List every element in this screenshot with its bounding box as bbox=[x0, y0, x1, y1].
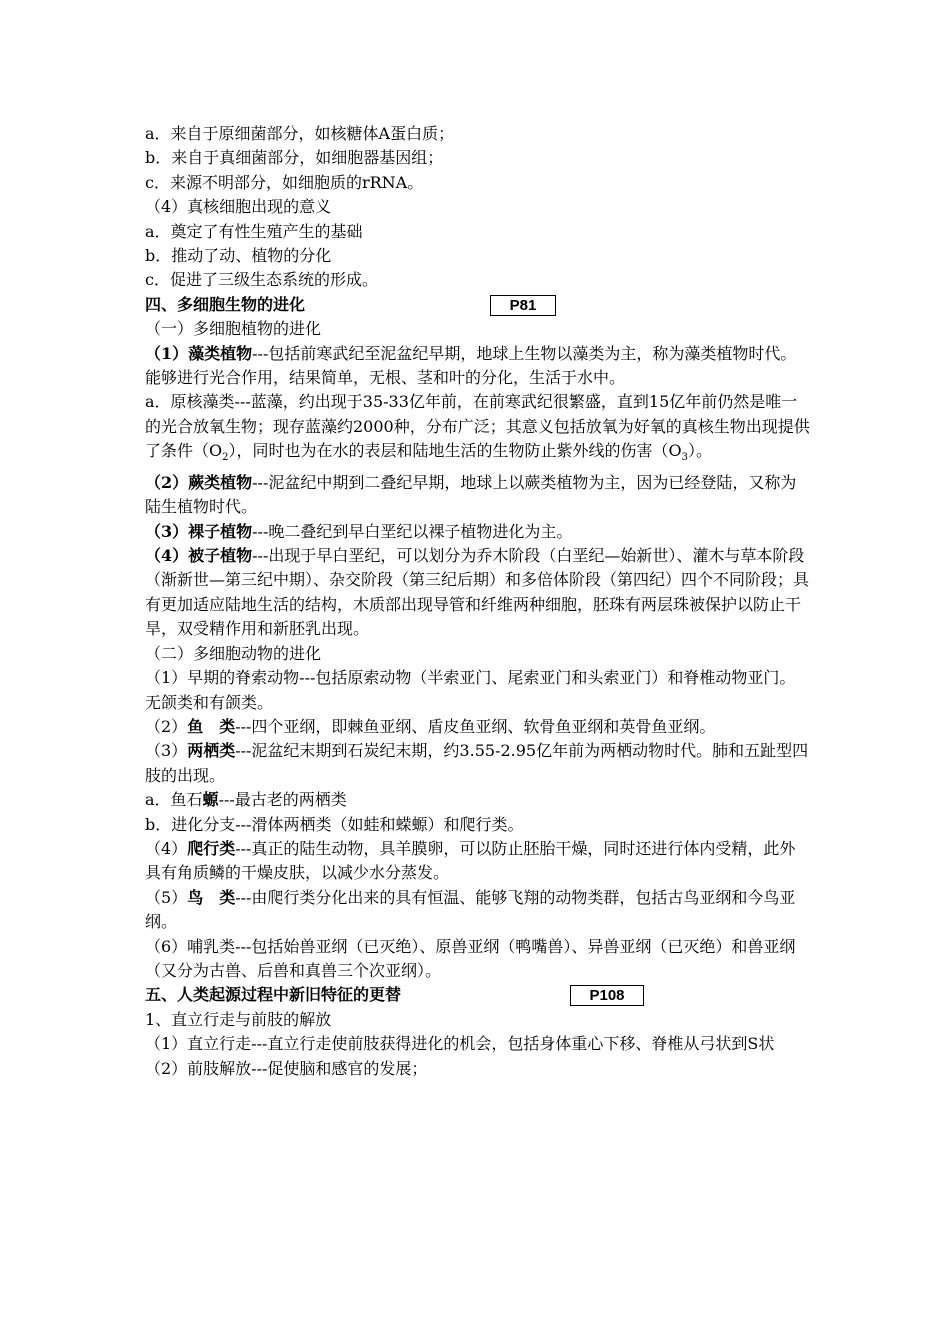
text-line: a．奠定了有性生殖产生的基础 bbox=[145, 221, 363, 241]
paragraph-prokaryote-algae bbox=[145, 390, 810, 470]
term-label: 鱼 类 bbox=[187, 716, 236, 736]
paragraph-text: ---泥盆纪末期到石炭纪末期，约3.55-2.95亿年前为两栖动物时代。肺和五趾型四肢的出现。 bbox=[145, 741, 809, 785]
paragraph-algae bbox=[145, 342, 810, 391]
subsection-heading: 1、直立行走与前肢的解放 bbox=[145, 1009, 332, 1029]
paragraph-gymnosperm bbox=[145, 520, 810, 544]
paragraph-mammal: （6）哺乳类---包括始兽亚纲（已灭绝）、原兽亚纲（鸭嘴兽）、异兽亚纲（已灭绝）和兽亚纲（又分为古兽、后兽和真兽三个次亚纲）。 bbox=[145, 936, 796, 980]
section-title-text: 五、人类起源过程中新旧特征的更替 bbox=[145, 985, 402, 1005]
text-line: c．来源不明部分，如细胞质的rRNA。 bbox=[145, 172, 424, 192]
paragraph-angiosperm bbox=[145, 544, 810, 642]
paragraph-amphibian bbox=[145, 739, 810, 788]
term-label: （2）蕨类植物 bbox=[145, 472, 253, 492]
paragraph-chordate: （1）早期的脊索动物---包括原索动物（半索亚门、尾索亚门和头索亚门）和脊椎动物亚门。无颌类和有颌类。 bbox=[145, 668, 796, 712]
text-line: c．促进了三级生态系统的形成。 bbox=[145, 270, 378, 290]
paragraph-text: ---真正的陆生动物，具羊膜卵，可以防止胚胎干燥，同时还进行体内受精，此外具有角质鳞的干燥皮肤，以减少水分蒸发。 bbox=[145, 838, 796, 883]
term-label: （4）被子植物 bbox=[145, 546, 253, 566]
paragraph-text: ）。 bbox=[688, 441, 713, 461]
paragraph-text: ---出现于早白垩纪，可以划分为乔木阶段（白垩纪—始新世）、灌木与草本阶段（渐新世—第三纪中期）、杂交阶段（第三纪后期）和多倍体阶段（第四纪）四个不同阶段；具有更加适应陆地生活的结构，木质部出现导管和纤维两种细胞，胚珠有两层珠被保护以防止干旱，双受精作用和新胚乳出现。 bbox=[145, 546, 810, 639]
item-number: （4） bbox=[145, 838, 188, 858]
paragraph-amphibian-a bbox=[145, 788, 810, 812]
section-title-4 bbox=[145, 293, 810, 317]
paragraph-bird bbox=[145, 886, 810, 935]
term-label: 螈 bbox=[202, 790, 219, 810]
paragraph-fish bbox=[145, 715, 810, 739]
subscript: 3 bbox=[681, 452, 688, 464]
term-label: （1）藻类植物 bbox=[145, 343, 253, 363]
text-line: b．来自于真细菌部分，如细胞器基因组； bbox=[145, 148, 444, 168]
term-label: 鸟 类 bbox=[187, 887, 236, 907]
text-line: a．来自于原细菌部分，如核糖体A蛋白质； bbox=[145, 124, 455, 143]
paragraph-text: a．原核藻类---蓝藻，约出现于35-33亿年前，在前寒武纪很繁盛，直到15亿年前仍然是唯一的光合放氧生物；现存蓝藻约2000种，分布广泛；其意义包括放氧为好氧的真核生物出现提供了条件（O bbox=[145, 392, 810, 461]
paragraph-text: ---包括前寒武纪至泥盆纪早期，地球上生物以藻类为主，称为藻类植物时代。能够进行光合作用，结果简单，无根、茎和叶的分化，生活于水中。 bbox=[145, 343, 797, 388]
paragraph-text: ），同时也为在水的表层和陆地生活的生物防止紫外线的伤害（O bbox=[228, 441, 682, 461]
paragraph-text: a．鱼石 bbox=[145, 790, 203, 810]
paragraph-forelimb: （2）前肢解放---促使脑和感官的发展； bbox=[145, 1058, 428, 1078]
subsection-heading: （二）多细胞动物的进化 bbox=[145, 643, 322, 663]
term-label: 两栖类 bbox=[187, 741, 236, 761]
item-number: （2） bbox=[145, 716, 188, 736]
subsection-heading: （4）真核细胞出现的意义 bbox=[145, 197, 332, 217]
item-number: （5） bbox=[145, 887, 188, 907]
section-title-text: 四、多细胞生物的进化 bbox=[145, 294, 306, 314]
paragraph-upright: （1）直立行走---直立行走使前肢获得进化的机会，包括身体重心下移、脊椎从弓状到S状 bbox=[145, 1034, 775, 1054]
page-reference-box: P108 bbox=[570, 985, 644, 1006]
subscript: 2 bbox=[222, 452, 229, 464]
paragraph-amphibian-b: b．进化分支---滑体两栖类（如蛙和蝾螈）和爬行类。 bbox=[145, 814, 524, 834]
term-label: （3）裸子植物 bbox=[145, 521, 253, 541]
subsection-heading: （一）多细胞植物的进化 bbox=[145, 319, 322, 339]
paragraph-text: ---晚二叠纪到早白垩纪以裸子植物进化为主。 bbox=[252, 521, 573, 541]
paragraph-reptile bbox=[145, 837, 810, 886]
section-title-5 bbox=[145, 983, 810, 1007]
text-line: b．推动了动、植物的分化 bbox=[145, 246, 332, 266]
paragraph-fern bbox=[145, 471, 810, 520]
paragraph-text: ---由爬行类分化出来的具有恒温、能够飞翔的动物类群，包括古鸟亚纲和今鸟亚纲。 bbox=[145, 887, 796, 932]
paragraph-text: ---泥盆纪中期到二叠纪早期，地球上以蕨类植物为主，因为已经登陆，又称为陆生植物时代。 bbox=[145, 472, 797, 517]
term-label: 爬行类 bbox=[187, 838, 236, 858]
item-number: （3） bbox=[145, 741, 188, 761]
paragraph-text: ---最古老的两栖类 bbox=[218, 790, 347, 810]
paragraph-text: ---四个亚纲，即棘鱼亚纲、盾皮鱼亚纲、软骨鱼亚纲和英骨鱼亚纲。 bbox=[235, 716, 716, 736]
page-reference-box: P81 bbox=[490, 295, 556, 316]
